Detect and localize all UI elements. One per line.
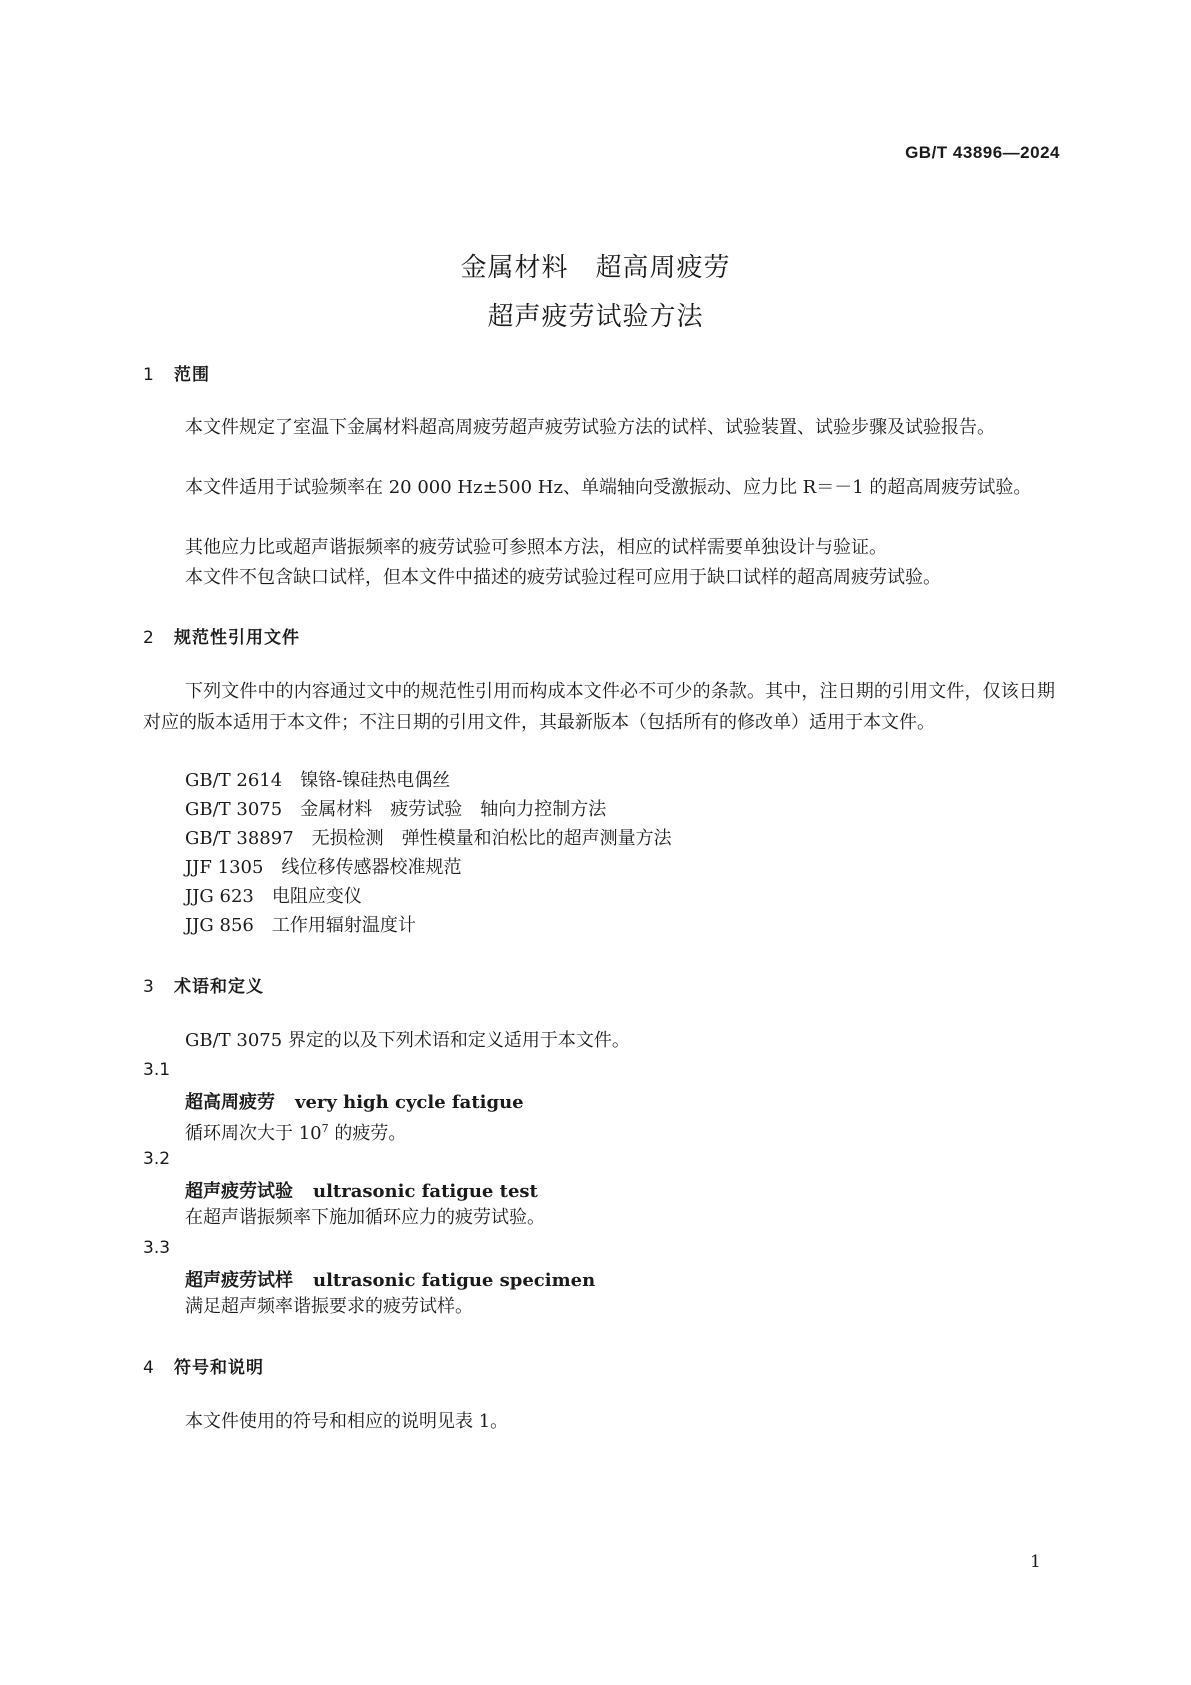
section-4-text: 本文件使用的符号和相应的说明见表 1。 [185,1411,509,1432]
reference-item [185,852,461,883]
title-line-2: 超声疲劳试验方法 [487,302,704,332]
reference-title: 镍铬-镍硅热电偶丝 [300,770,451,791]
reference-title: 线位移传感器校准规范 [281,857,462,878]
section-number: 3 [143,977,155,997]
section-title: 术语和定义 [174,977,264,997]
section-number: 1 [143,365,155,385]
paragraph: 下列文件中的内容通过文中的规范性引用而构成本文件必不可少的条款。其中，注日期的引用文件，仅该日期对应的版本适用于本文件；不注日期的引用文件，其最新版本（包括所有的修改单）适用于本文件。 [143,681,1055,733]
definition-text: 的疲劳。 [328,1123,407,1144]
section-3-heading [143,972,264,997]
reference-title: 电阻应变仪 [271,886,362,907]
reference-title: 金属材料 疲劳试验 轴向力控制方法 [300,799,607,820]
reference-code: GB/T 3075 [185,799,283,820]
section-4-heading [143,1353,264,1378]
term-name-en: ultrasonic fatigue test [313,1181,538,1202]
reference-code: JJG 856 [185,915,254,936]
term-definition: 在超声谐振频率下施加循环应力的疲劳试验。 [185,1207,545,1228]
section-title: 规范性引用文件 [174,628,300,648]
term-name-en: very high cycle fatigue [295,1092,524,1113]
term-name-zh: 超高周疲劳 [185,1092,275,1113]
term-name-zh: 超声疲劳试验 [185,1181,293,1202]
section-title: 符号和说明 [174,1358,264,1378]
term-name [185,1266,595,1292]
reference-item [185,794,606,825]
term-number: 3.1 [143,1060,171,1080]
definition-text: 循环周次大于 10 [185,1123,322,1144]
section-title: 范围 [174,365,210,385]
section-3-intro: GB/T 3075 界定的以及下列术语和定义适用于本文件。 [185,1030,630,1051]
paragraph: 本文件规定了室温下金属材料超高周疲劳超声疲劳试验方法的试样、试验装置、试验步骤及试验报告。 [185,417,995,438]
term-name [185,1088,524,1114]
title-line-1: 金属材料 超高周疲劳 [460,253,731,283]
reference-item [185,765,450,796]
section-number: 2 [143,628,155,648]
paragraph: 其他应力比或超声谐振频率的疲劳试验可参照本方法，相应的试样需要单独设计与验证。 [185,537,887,558]
reference-item [185,881,362,912]
section-number: 4 [143,1358,155,1378]
paragraph: 本文件适用于试验频率在 20 000 Hz±500 Hz、单端轴向受激振动、应力比 R＝－1 的超高周疲劳试验。 [185,477,1032,498]
reference-title: 工作用辐射温度计 [271,915,416,936]
reference-item [185,910,416,941]
reference-code: GB/T 2614 [185,770,283,791]
section-1-heading [143,360,210,385]
reference-code: JJF 1305 [185,857,264,878]
reference-code: GB/T 38897 [185,828,294,849]
term-name-zh: 超声疲劳试样 [185,1270,293,1291]
term-definition [185,1113,406,1149]
reference-title: 无损检测 弹性模量和泊松比的超声测量方法 [311,828,672,849]
term-definition: 满足超声频率谐振要求的疲劳试样。 [185,1296,473,1317]
term-name [185,1177,538,1203]
reference-code: JJG 623 [185,886,254,907]
term-name-en: ultrasonic fatigue specimen [313,1270,596,1291]
page-number: 1 [1030,1552,1041,1572]
paragraph: 本文件不包含缺口试样，但本文件中描述的疲劳试验过程可应用于缺口试样的超高周疲劳试验。 [185,567,941,588]
document-title [0,244,1191,342]
section-2-heading [143,623,300,648]
exponent: 7 [321,1122,329,1135]
term-number: 3.2 [143,1149,171,1169]
reference-item [185,823,672,854]
standard-code: GB/T 43896—2024 [905,143,1060,162]
term-number: 3.3 [143,1238,171,1258]
